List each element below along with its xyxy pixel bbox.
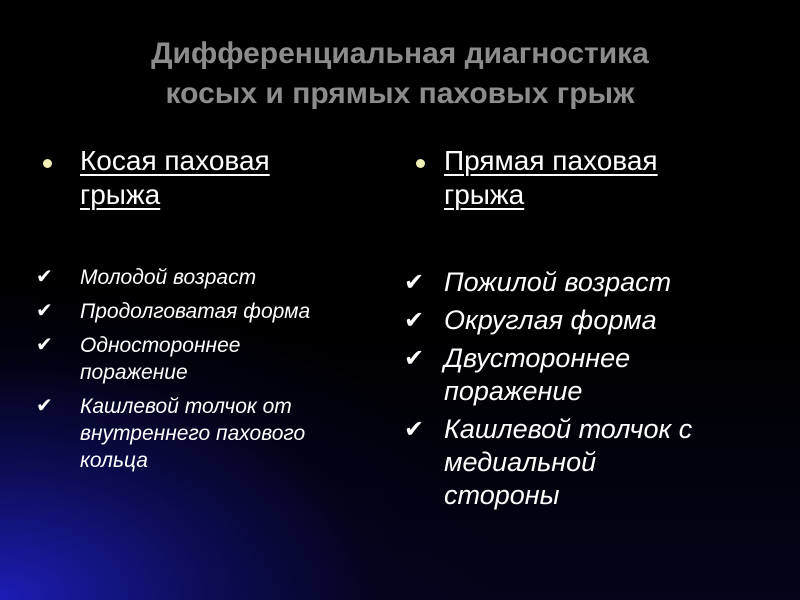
list-item <box>404 266 794 299</box>
round-dot-icon <box>43 159 52 168</box>
heading-line-2: грыжа <box>444 179 525 210</box>
item-line: Продолговатая форма <box>80 300 311 323</box>
direct-hernia-column <box>404 144 794 517</box>
checkmark-icon: ✔ <box>36 300 53 322</box>
round-dot-icon <box>416 159 425 168</box>
direct-hernia-list <box>404 266 794 512</box>
item-line: Одностороннее <box>80 334 241 357</box>
heading-line-1: Прямая паховая <box>444 145 658 176</box>
list-item <box>36 264 396 291</box>
slide-title <box>0 34 800 114</box>
list-item <box>404 342 794 408</box>
item-line: поражение <box>80 361 188 384</box>
oblique-hernia-heading <box>36 144 396 212</box>
item-line: стороны <box>444 480 560 510</box>
checkmark-icon: ✔ <box>36 395 53 417</box>
item-line: Пожилой возраст <box>444 267 672 297</box>
item-line: медиальной <box>444 447 597 477</box>
item-line: Двустороннее <box>444 343 631 373</box>
item-line: кольца <box>80 449 148 472</box>
oblique-hernia-list <box>36 264 396 474</box>
checkmark-icon: ✔ <box>36 334 53 356</box>
title-line-1: Дифференциальная диагностика <box>151 37 649 70</box>
list-item <box>36 298 396 325</box>
item-line: Округлая форма <box>444 305 657 335</box>
checkmark-icon: ✔ <box>404 345 425 372</box>
item-line: поражение <box>444 376 583 406</box>
list-item <box>36 332 396 386</box>
title-line-2: косых и прямых паховых грыж <box>165 77 635 110</box>
list-item <box>404 413 794 512</box>
direct-hernia-heading <box>404 144 794 212</box>
oblique-hernia-column <box>36 144 396 481</box>
heading-line-2: грыжа <box>80 179 161 210</box>
item-line: Кашлевой толчок от <box>80 395 292 418</box>
heading-line-1: Косая паховая <box>80 145 270 176</box>
checkmark-icon: ✔ <box>404 269 425 296</box>
item-line: Кашлевой толчок с <box>444 414 693 444</box>
item-line: внутреннего пахового <box>80 422 306 445</box>
checkmark-icon: ✔ <box>404 416 425 443</box>
checkmark-icon: ✔ <box>36 266 53 288</box>
item-line: Молодой возраст <box>80 266 257 289</box>
list-item <box>36 393 396 474</box>
list-item <box>404 304 794 337</box>
checkmark-icon: ✔ <box>404 307 425 334</box>
